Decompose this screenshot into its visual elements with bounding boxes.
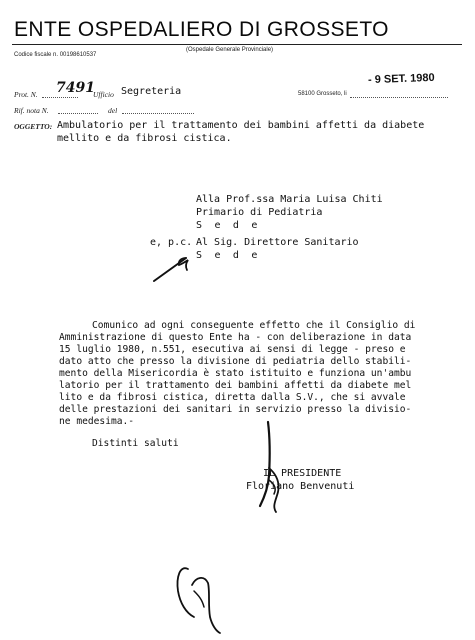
body-line: dato atto che presso la divisione di pediatria dello stabili-: [59, 356, 412, 367]
handwritten-initials: [168, 555, 238, 635]
cc-line-1: Al Sig. Direttore Sanitario: [196, 237, 359, 248]
prot-dots: [42, 97, 78, 98]
cc-prefix: e, p.c.: [150, 237, 193, 248]
date-dots: [350, 97, 448, 98]
prot-number: 7491: [56, 80, 95, 96]
letterhead-subtitle: (Ospedale Generale Provinciale): [186, 47, 274, 53]
handwritten-arrow-mark: [150, 248, 200, 286]
rif-label: Rif. nota N.: [14, 106, 49, 115]
rif-dots: [58, 113, 98, 114]
date-stamp: - 9 SET. 1980: [367, 71, 435, 87]
del-dots: [122, 113, 194, 114]
body-line: latorio per il trattamento dei bambini affetti da diabete mel: [59, 380, 412, 391]
signature-title: IL PRESIDENTE: [263, 468, 342, 479]
oggetto-line-2: mellito e da fibrosi cistica.: [57, 133, 232, 144]
place-label: 58100 Grosseto, li: [298, 91, 347, 97]
recipient-line-2: Primario di Pediatria: [196, 207, 323, 218]
recipient-line-1: Alla Prof.ssa Maria Luisa Chiti: [196, 194, 383, 205]
ufficio-label: Ufficio: [93, 90, 114, 99]
body-line: delle prestazioni dei sanitari in servizio presso la divisio-: [59, 404, 412, 415]
letterhead-title: ENTE OSPEDALIERO DI GROSSETO: [14, 18, 389, 41]
codice-fiscale: Codice fiscale n. 00198610537: [14, 52, 97, 58]
body-line: 15 luglio 1980, n.551, esecutiva ai sensi di legge - preso e: [59, 344, 406, 355]
oggetto-line-1: Ambulatorio per il trattamento dei bambini affetti da diabete: [57, 120, 425, 131]
signature-name: Floriano Benvenuti: [246, 481, 355, 492]
prot-label: Prot. N.: [14, 90, 38, 99]
body-line: Comunico ad ogni conseguente effetto che il Consiglio di: [92, 320, 416, 331]
handwritten-signature: [250, 418, 300, 518]
oggetto-label: OGGETTO:: [14, 122, 53, 131]
cc-line-2: S e d e: [196, 250, 261, 261]
ufficio-value: Segreteria: [121, 86, 182, 97]
closing-salutation: Distinti saluti: [92, 438, 179, 449]
del-label: del: [108, 106, 118, 115]
body-line: ne medesima.-: [59, 416, 135, 427]
recipient-line-3: S e d e: [196, 220, 261, 231]
letterhead-rule: [12, 44, 462, 45]
body-line: mento della Misericordia è stato istituito e funziona un'ambu: [59, 368, 412, 379]
body-line: Amministrazione di questo Ente ha - con deliberazione in data: [59, 332, 412, 343]
body-line: lito e da fibrosi cistica, diretta dalla S.V., che si avvale: [59, 392, 406, 403]
